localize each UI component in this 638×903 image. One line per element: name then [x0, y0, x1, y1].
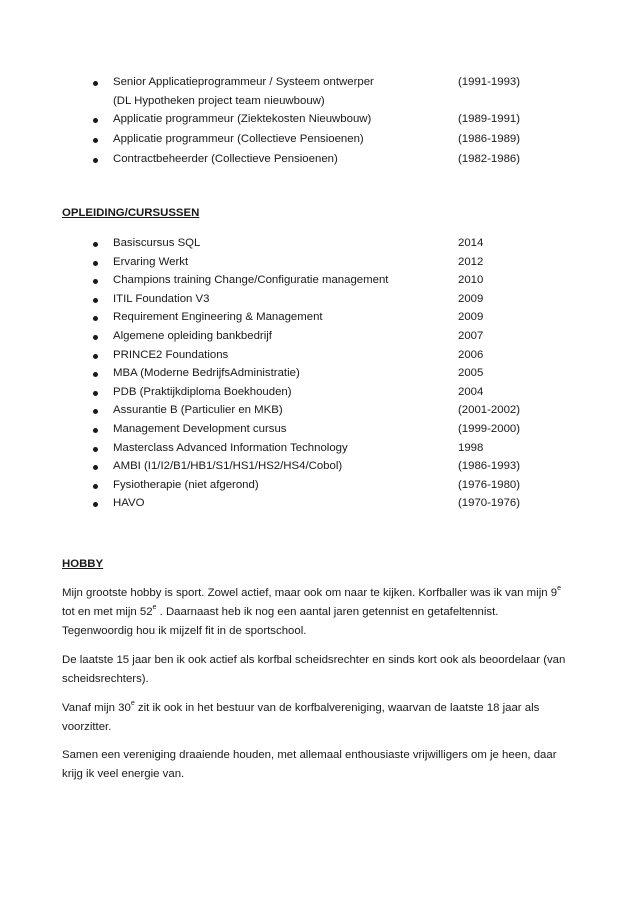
paragraph-text: . Daarnaast heb ik nog een aantal jaren getennist en getafeltennist. Tegenwoordig hou ik mijzelf fit in de sportschool. [62, 605, 499, 637]
item-label: Senior Applicatieprogrammeur / Systeem ontwerper [113, 76, 374, 88]
item-years: 2012 [458, 255, 484, 268]
ordinal-suffix: e [557, 585, 561, 593]
list-item [0, 113, 638, 133]
item-label: ITIL Foundation V3 [113, 292, 210, 305]
item-label: Champions training Change/Configuratie management [113, 274, 389, 287]
list-item [0, 330, 638, 349]
list-item [0, 404, 638, 423]
item-label: PDB (Praktijkdiploma Boekhouden) [113, 385, 292, 398]
item-years: (1982-1986) [458, 152, 521, 165]
item-years: 2005 [458, 367, 484, 380]
list-item [0, 497, 638, 516]
list-item [0, 293, 638, 312]
item-years: (1970-1976) [458, 497, 521, 510]
item-years: 2014 [458, 237, 484, 249]
paragraph-text: Mijn grootste hobby is sport. Zowel actief, maar ook om naar te kijken. Korfballer was ik van mijn 9 [62, 587, 558, 599]
item-label: Basiscursus SQL [113, 237, 201, 249]
list-item [0, 460, 638, 479]
item-label: Ervaring Werkt [113, 255, 189, 268]
item-years: 2010 [458, 274, 484, 287]
item-years: (1999-2000) [458, 422, 521, 435]
list-item [0, 153, 638, 173]
item-label: Algemene opleiding bankbedrijf [113, 329, 272, 342]
item-label: Requirement Engineering & Management [113, 311, 323, 324]
item-label: Fysiotherapie (niet afgerond) [113, 478, 259, 491]
list-item [0, 133, 638, 153]
item-years: (1986-1993) [458, 460, 521, 473]
list-item [0, 349, 638, 368]
item-label: Assurantie B (Particulier en MKB) [113, 404, 283, 417]
list-item [0, 237, 638, 256]
item-label: Management Development cursus [113, 422, 287, 435]
item-years: 2009 [458, 311, 484, 324]
list-item [0, 76, 638, 95]
item-years: 2007 [458, 329, 484, 342]
item-years: 1998 [458, 441, 484, 454]
item-label: PRINCE2 Foundations [113, 348, 229, 361]
list-item [0, 367, 638, 386]
section-heading-education: OPLEIDING/CURSUSSEN [62, 207, 200, 219]
hobby-paragraph-1 [62, 584, 567, 640]
item-label: HAVO [113, 497, 145, 510]
item-label: Contractbeheerder (Collectieve Pensioenen) [113, 152, 338, 165]
list-item [0, 311, 638, 330]
list-item [0, 423, 638, 442]
list-item [0, 386, 638, 405]
item-years: (1989-1991) [458, 113, 521, 125]
item-label: AMBI (I1/I2/B1/HB1/S1/HS1/HS2/HS4/Cobol) [113, 460, 343, 473]
list-item [0, 479, 638, 498]
item-years: 2006 [458, 348, 484, 361]
item-years: (1986-1989) [458, 132, 521, 145]
item-label: Masterclass Advanced Information Technology [113, 441, 348, 454]
hobby-paragraph-4: Samen een vereniging draaiende houden, met allemaal enthousiaste vrijwilligers om je heen, daar krijg ik veel energie van. [62, 749, 557, 780]
section-heading-hobby: HOBBY [62, 558, 104, 570]
item-years: (1991-1993) [458, 76, 521, 88]
list-item [0, 442, 638, 461]
item-label: Applicatie programmeur (Collectieve Pensioenen) [113, 132, 364, 145]
list-item [0, 274, 638, 293]
item-label: Applicatie programmeur (Ziektekosten Nieuwbouw) [113, 113, 372, 125]
item-label: MBA (Moderne BedrijfsAdministratie) [113, 367, 300, 380]
paragraph-text: Vanaf mijn 30 [62, 702, 131, 714]
item-subline: (DL Hypotheken project team nieuwbouw) [113, 95, 325, 107]
hobby-paragraph-3 [62, 699, 567, 737]
item-years: 2004 [458, 385, 484, 398]
list-item [0, 256, 638, 275]
paragraph-text: zit ik ook in het bestuur van de korfbalvereniging, waarvan de laatste 18 jaar als voorzitter. [62, 702, 540, 733]
item-years: (1976-1980) [458, 478, 521, 491]
item-years: 2009 [458, 292, 484, 305]
item-years: (2001-2002) [458, 404, 521, 417]
paragraph-text: tot en met mijn 52 [62, 605, 153, 618]
hobby-paragraph-2: De laatste 15 jaar ben ik ook actief als korfbal scheidsrechter en sinds kort ook als beoordelaar (van scheidsrechters). [62, 654, 566, 685]
education-list [0, 237, 638, 516]
ordinal-suffix: e [152, 604, 157, 611]
ordinal-suffix: e [130, 700, 135, 708]
